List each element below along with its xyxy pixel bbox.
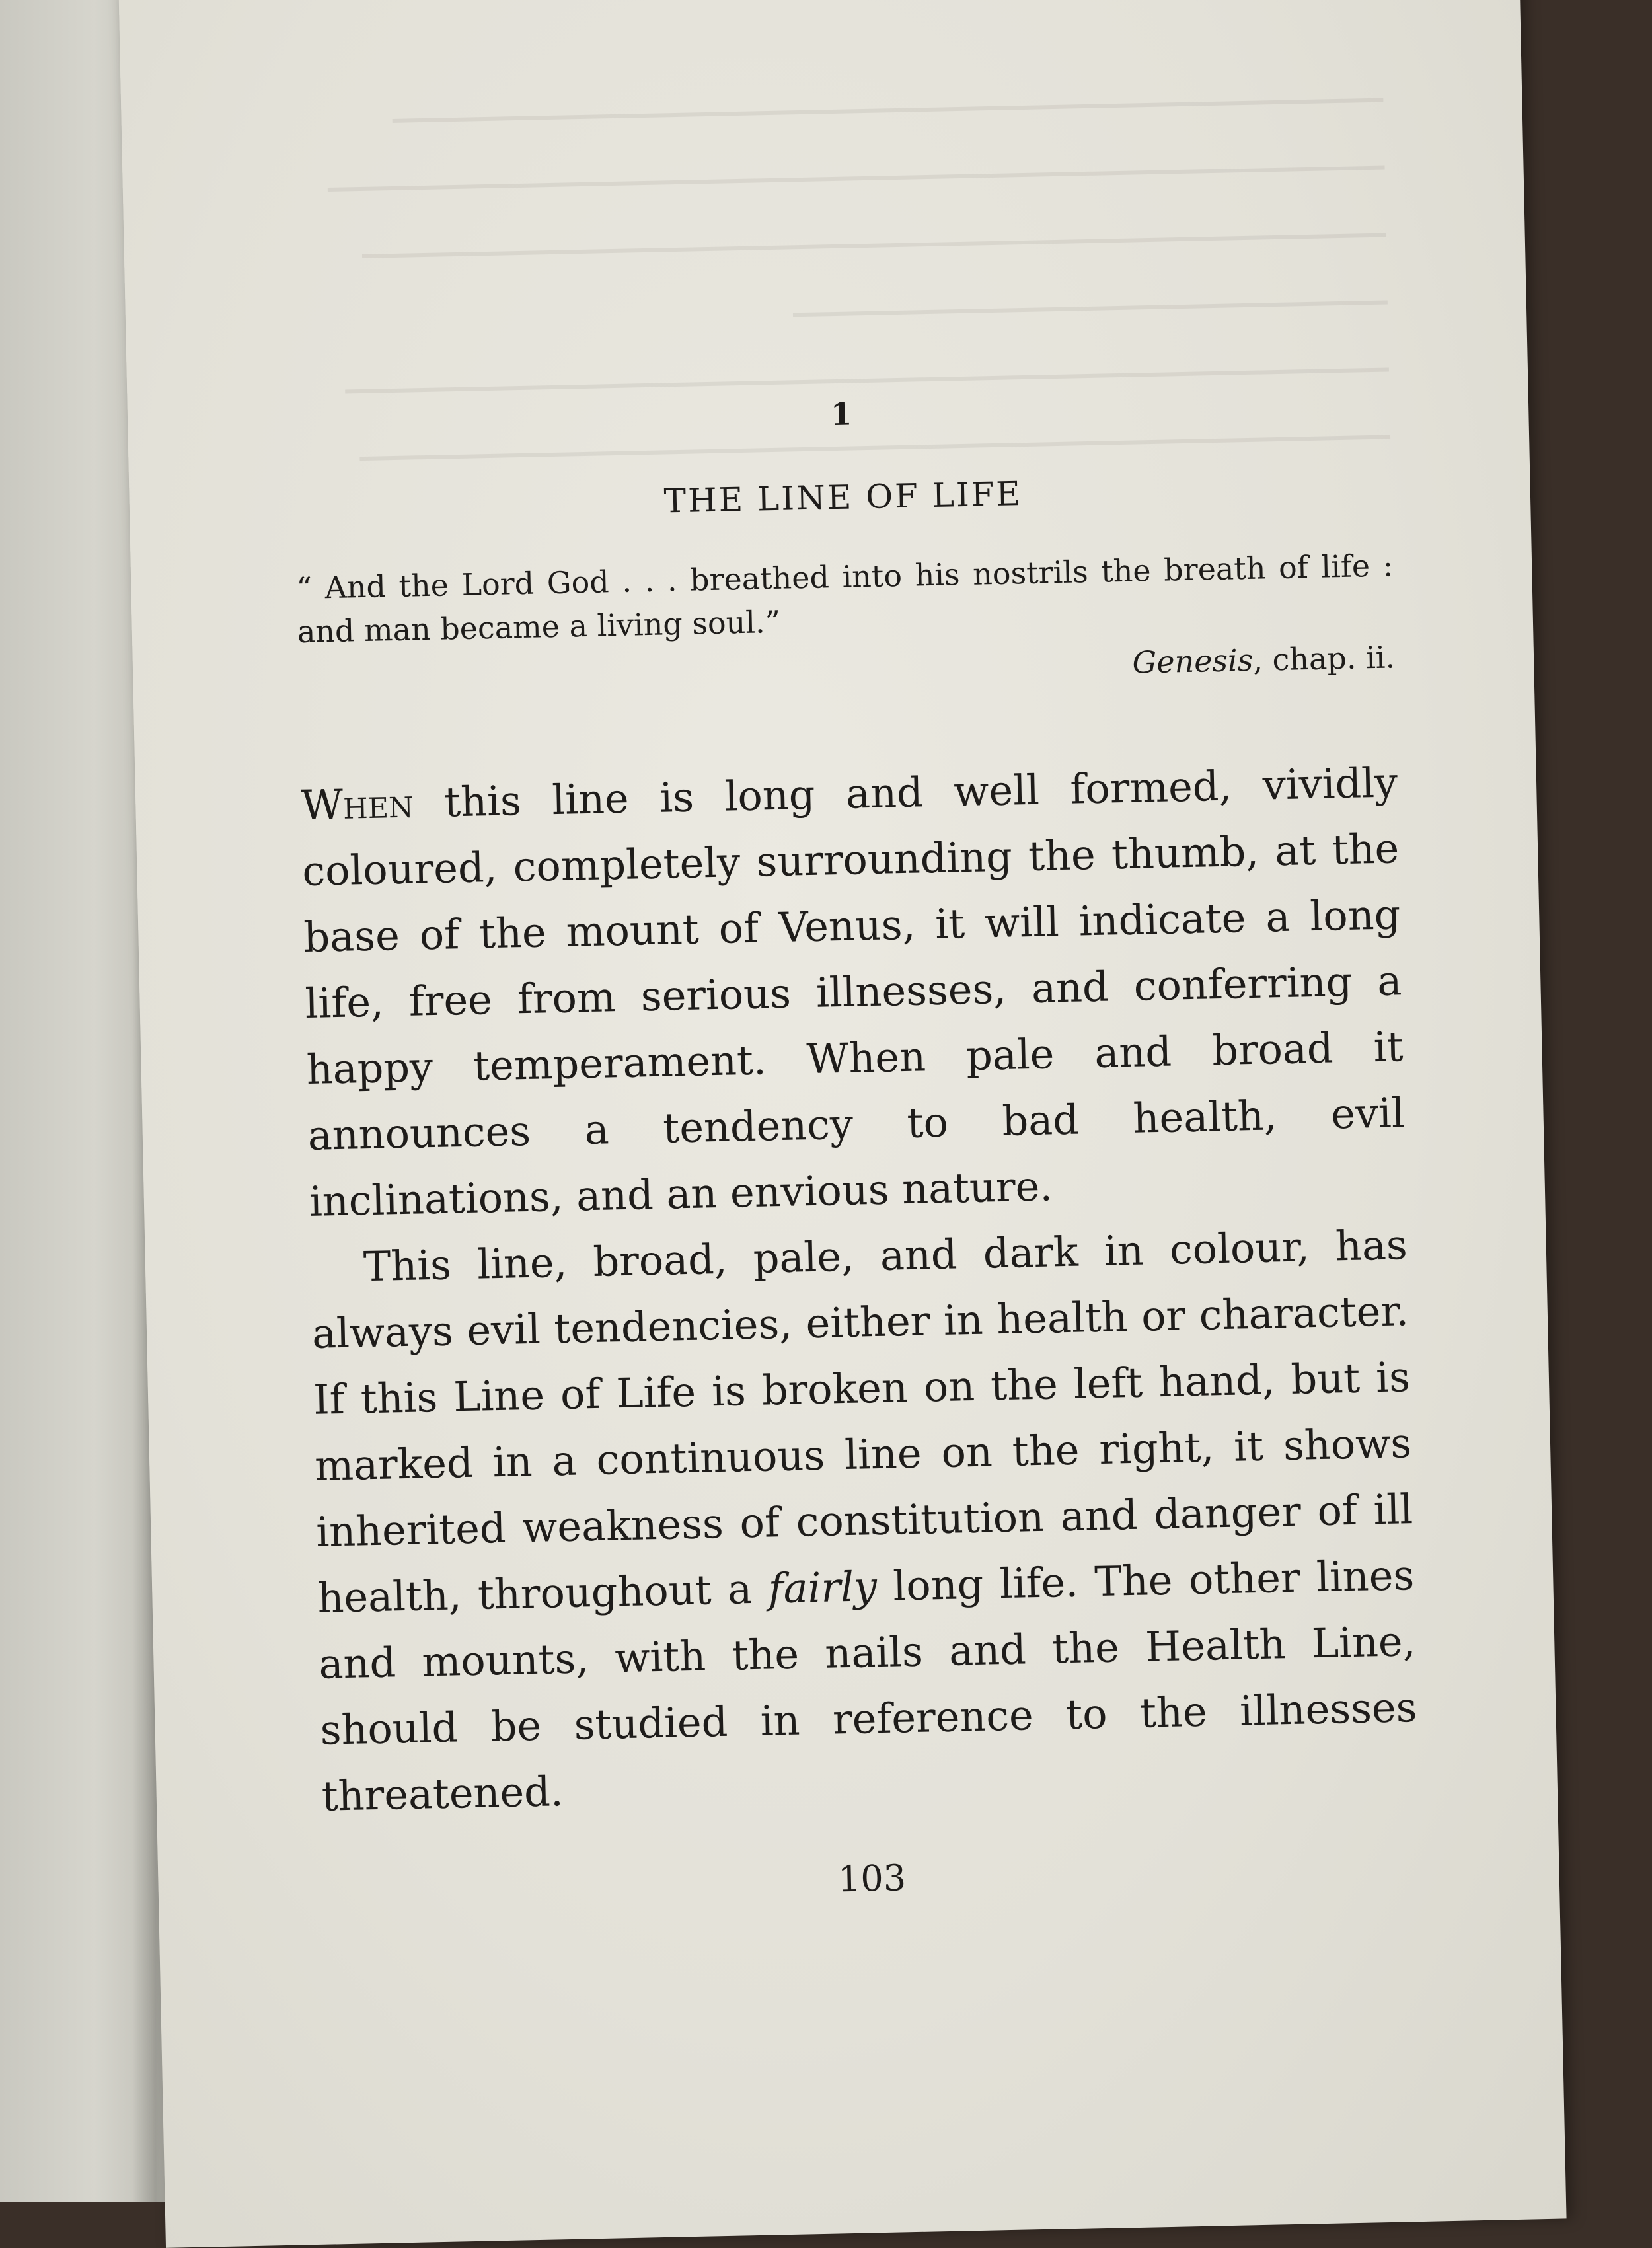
paragraph-1-text: this line is long and well formed, vividly coloured, completely surrounding the thumb, at the base of the mount of Venus, it will indicate a long life, free from serious illnesses, and conferring a happy temperament. When pale and broad it announces a tendency to bad health, evil inclinations, and an envious nature.	[301, 758, 1406, 1226]
paragraph-2	[310, 1212, 1419, 1830]
chapter-title: THE LINE OF LIFE	[663, 474, 1023, 521]
paragraph-1-lead-word: When	[300, 778, 414, 830]
epigraph-source-chapter: , chap. ii.	[1252, 639, 1396, 678]
book-page	[118, 0, 1566, 2248]
paragraph-2-text-before: This line, broad, pale, and dark in colour, has always evil tendencies, either in health or character. If this Line of Life is broken on the left hand, but is marked in a continuous line on the right, it shows inherited weakness of constitution and danger of ill health, throughout a	[311, 1220, 1413, 1622]
page-number: 103	[837, 1857, 907, 1900]
page-content	[293, 385, 1421, 1910]
chapter-number: 1	[830, 396, 852, 433]
paragraph-2-text-after: long life. The other lines and mounts, with the nails and the Health Line, should be studied in reference to the illnesses threatened.	[318, 1551, 1418, 1820]
epigraph-quote: “ And the Lord God . . . breathed into his nostrils the breath of life : and man became a living soul.”	[295, 547, 1394, 650]
epigraph-source-book: Genesis	[1132, 642, 1254, 681]
paragraph-1	[300, 749, 1406, 1235]
paragraph-2-italic-word: fairly	[767, 1562, 878, 1613]
